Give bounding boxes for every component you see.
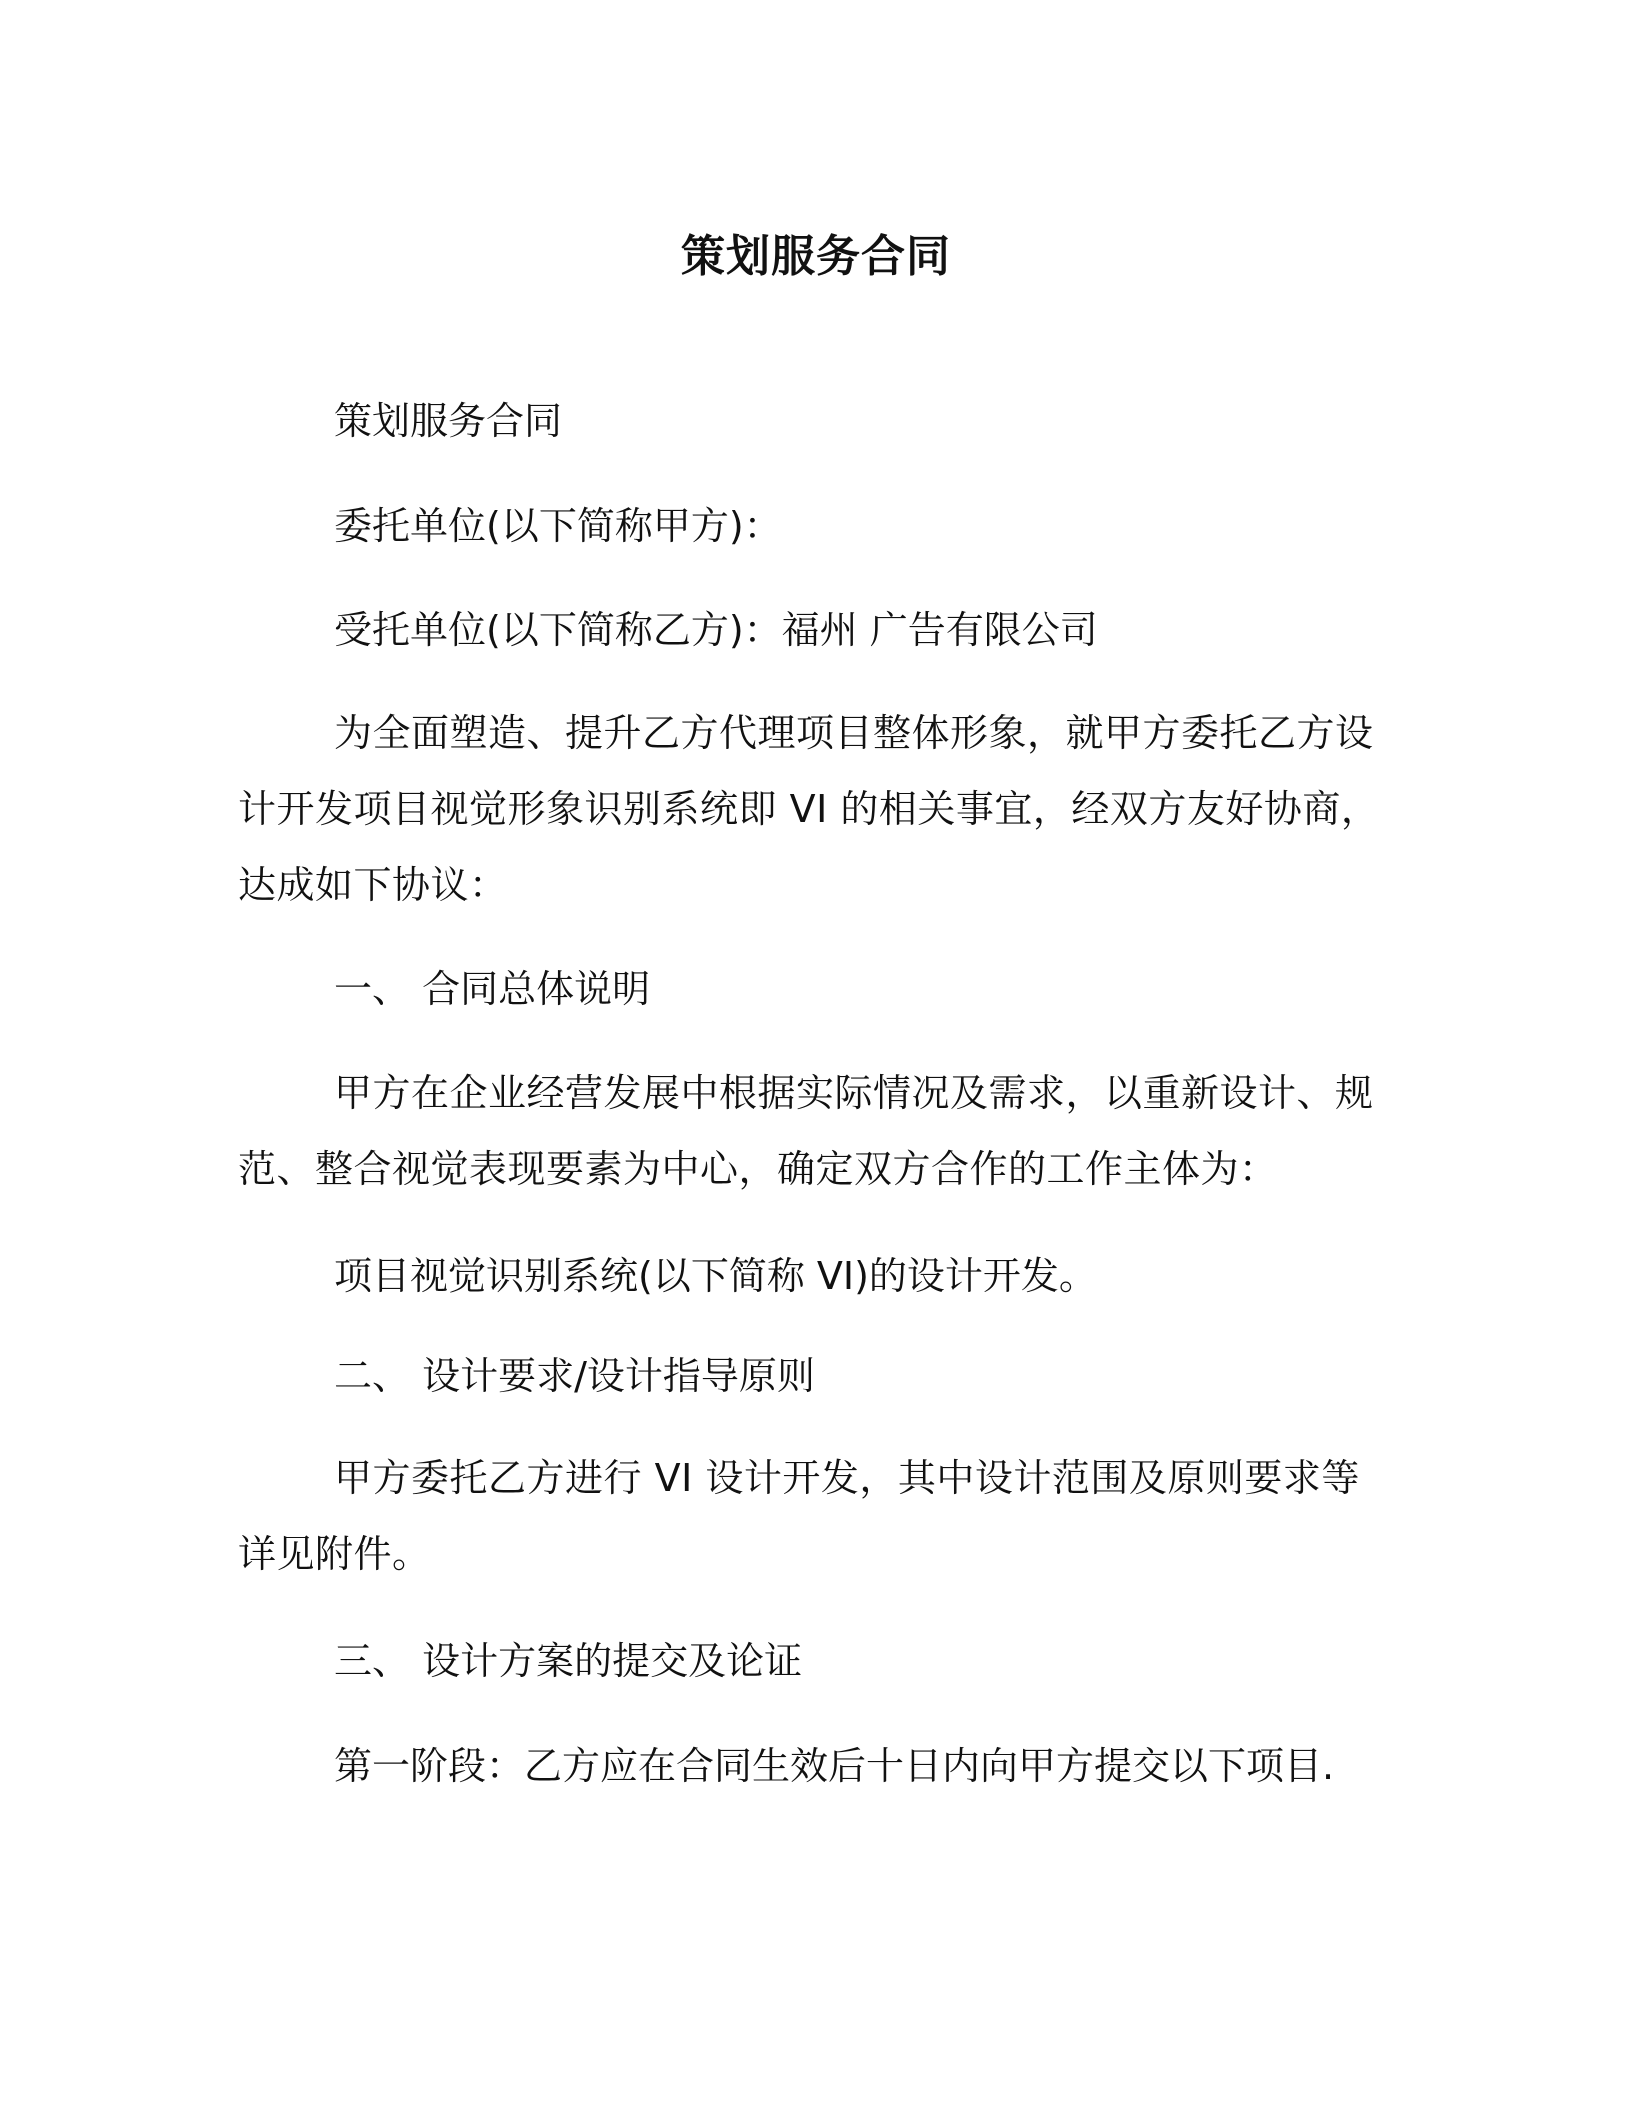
section-1-paragraph: 甲方在企业经营发展中根据实际情况及需求，以重新设计、规范、整合视觉表现要素为中心，确定双方合作的工作主体为： xyxy=(238,1071,1374,1191)
section-3-line: 第一阶段：乙方应在合同生效后十日内向甲方提交以下项目. xyxy=(334,1744,1335,1788)
section-2-heading: 二、 设计要求/设计指导原则 xyxy=(334,1354,815,1398)
document-title: 策划服务合同 xyxy=(681,231,951,282)
subtitle: 策划服务合同 xyxy=(334,399,563,443)
section-2-paragraph: 甲方委托乙方进行 VI 设计开发，其中设计范围及原则要求等详见附件。 xyxy=(238,1456,1360,1576)
agent-line: 受托单位(以下简称乙方)：福州 广告有限公司 xyxy=(334,608,1098,652)
section-3-heading: 三、 设计方案的提交及论证 xyxy=(334,1639,803,1683)
intro-paragraph: 为全面塑造、提升乙方代理项目整体形象，就甲方委托乙方设计开发项目视觉形象识别系统即 VI 的相关事宜，经双方友好协商，达成如下协议： xyxy=(238,711,1380,907)
client-line: 委托单位(以下简称甲方)： xyxy=(334,504,782,548)
section-1-heading: 一、 合同总体说明 xyxy=(334,967,651,1011)
section-1-line: 项目视觉识别系统(以下简称 VI)的设计开发。 xyxy=(334,1254,1097,1298)
